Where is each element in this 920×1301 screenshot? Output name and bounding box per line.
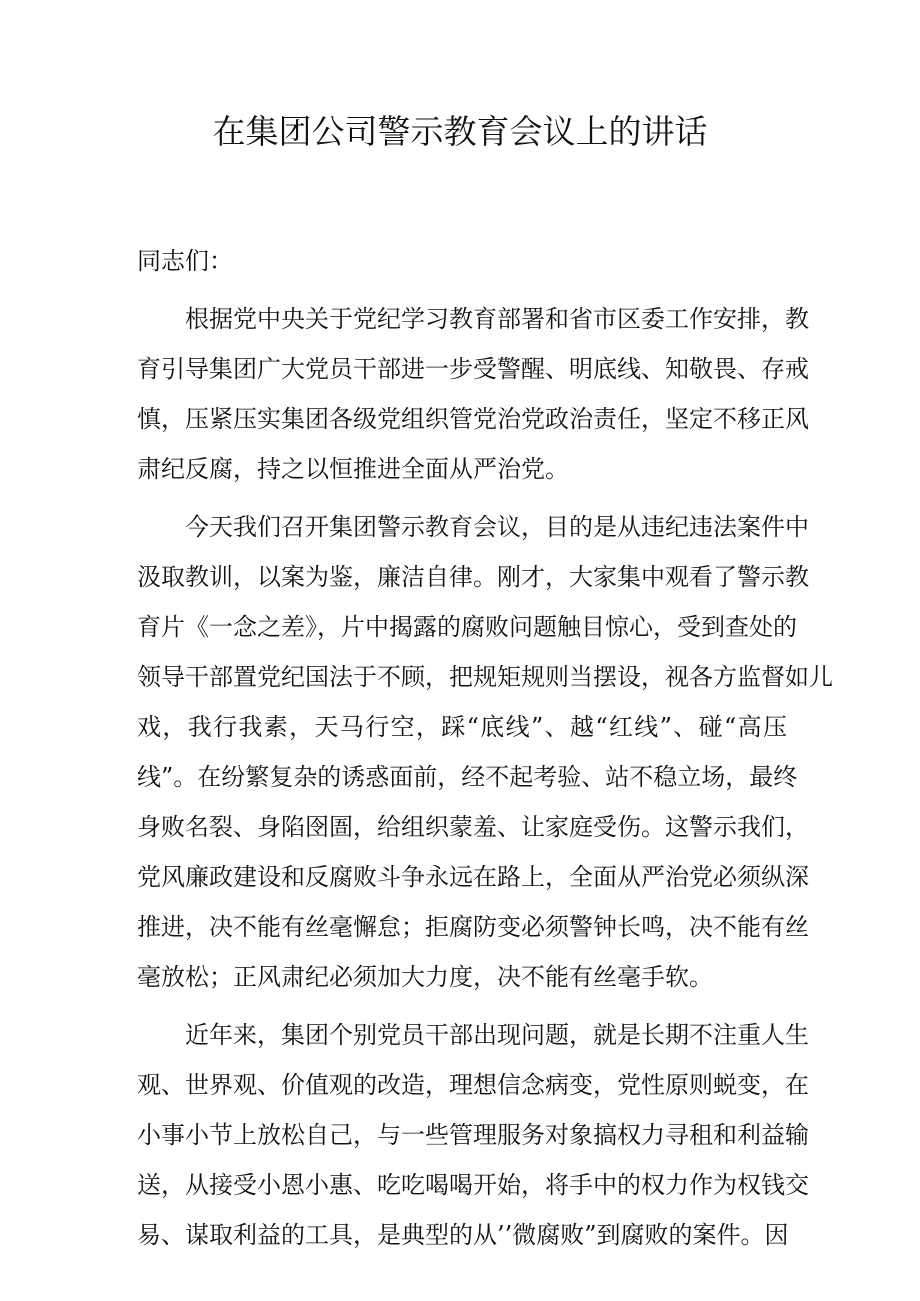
paragraph-line: 近年来，集团个别党员干部出现问题，就是长期不注重人生	[185, 1021, 809, 1049]
document-title: 在集团公司警示教育会议上的讲话	[212, 112, 708, 151]
paragraph-line: 今天我们召开集团警示教育会议，目的是从违纪违法案件中	[185, 513, 809, 541]
paragraph-line: 肃纪反腐，持之以恒推进全面从严治党。	[137, 455, 569, 483]
paragraph-line: 育片《一念之差》，片中揭露的腐败问题触目惊心，受到查处的	[137, 613, 797, 641]
paragraph-line: 送，从接受小恩小惠、吃吃喝喝开始，将手中的权力作为权钱交	[137, 1171, 809, 1199]
document-body	[137, 236, 833, 1260]
paragraph-2	[137, 502, 833, 1002]
paragraph-line: 领导干部置党纪国法于不顾，把规矩规则当摆设，视各方监督如儿	[137, 663, 833, 691]
paragraph-line: 根据党中央关于党纪学习教育部署和省市区委工作安排，教	[185, 305, 809, 333]
salutation: 同志们：	[137, 247, 233, 275]
paragraph-line: 身败名裂、身陷囹圄，给组织蒙羞、让家庭受伤。这警示我们，	[137, 813, 809, 841]
paragraph-line: 育引导集团广大党员干部进一步受警醒、明底线、知敬畏、存戒	[137, 355, 809, 383]
paragraph-line: 戏，我行我素，天马行空，踩“底线”、越“红线”、碰“高压	[137, 713, 787, 741]
paragraph-line: 易、谋取利益的工具，是典型的从’’微腐败”到腐败的案件。因	[137, 1221, 789, 1249]
paragraph-1	[137, 294, 809, 494]
paragraph-line: 毫放松；正风肃纪必须加大力度，决不能有丝毫手软。	[137, 963, 713, 991]
paragraph-line: 线”。在纷繁复杂的诱惑面前，经不起考验、站不稳立场，最终	[137, 763, 798, 791]
paragraph-line: 汲取教训，以案为鉴，廉洁自律。刚才，大家集中观看了警示教	[137, 563, 809, 591]
paragraph-line: 推进，决不能有丝毫懈怠；拒腐防变必须警钟长鸣，决不能有丝	[137, 913, 809, 941]
paragraph-line: 小事小节上放松自己，与一些管理服务对象搞权力寻租和利益输	[137, 1121, 809, 1149]
paragraph-line: 党风廉政建设和反腐败斗争永远在路上，全面从严治党必须纵深	[137, 863, 809, 891]
paragraph-3	[137, 1010, 809, 1260]
paragraph-line: 慎，压紧压实集团各级党组织管党治党政治责任，坚定不移正风	[137, 405, 809, 433]
paragraph-line: 观、世界观、价值观的改造，理想信念病变，党性原则蜕变，在	[137, 1071, 809, 1099]
